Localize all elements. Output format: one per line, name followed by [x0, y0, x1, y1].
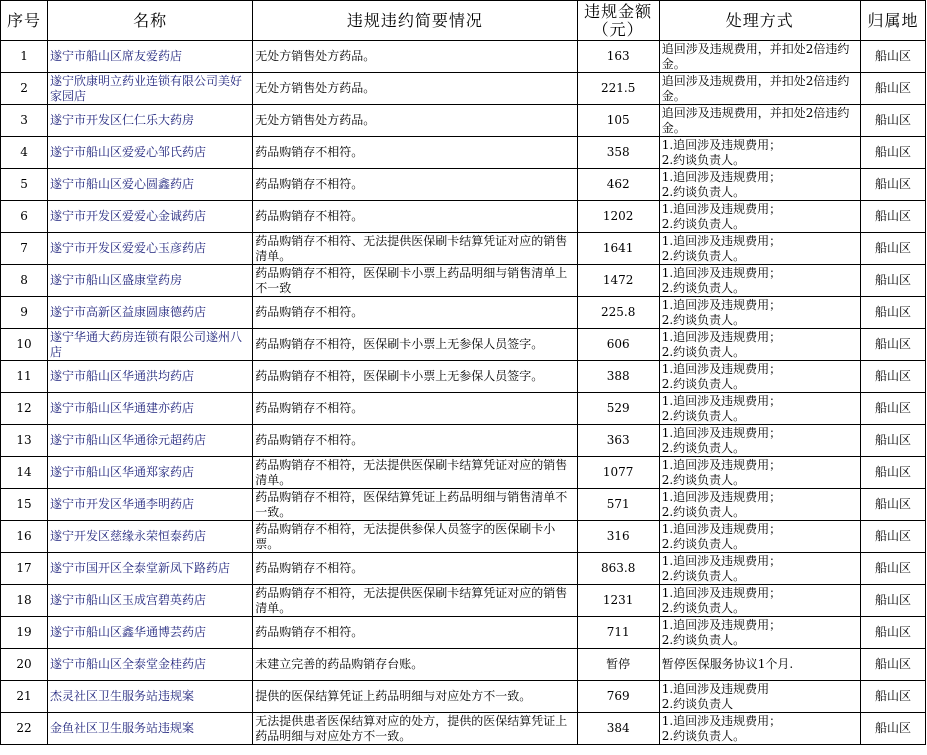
cell-name: 遂宁开发区慈缘永荣恒泰药店: [48, 521, 253, 553]
cell-seq: 3: [1, 105, 48, 137]
table-row: [1, 297, 926, 329]
cell-area: 船山区: [860, 681, 925, 713]
header-amount: 违规金额（元）: [577, 1, 659, 41]
cell-process: 1.追回涉及违规费用； 2.约谈负责人。: [659, 457, 860, 489]
cell-amount: 1202: [577, 201, 659, 233]
table-row: [1, 201, 926, 233]
cell-desc: 无处方销售处方药品。: [253, 41, 577, 73]
cell-process: 1.追回涉及违规费用； 2.约谈负责人。: [659, 297, 860, 329]
cell-process: 追回涉及违规费用，并扣处2倍违约金。: [659, 105, 860, 137]
cell-name: 遂宁市船山区华通徐元超药店: [48, 425, 253, 457]
cell-amount: 221.5: [577, 73, 659, 105]
cell-name: 遂宁市开发区仁仁乐大药房: [48, 105, 253, 137]
cell-name: 遂宁市船山区盛康堂药房: [48, 265, 253, 297]
cell-seq: 16: [1, 521, 48, 553]
cell-amount: 暂停: [577, 649, 659, 681]
cell-name: 遂宁市开发区爱爱心玉彦药店: [48, 233, 253, 265]
cell-seq: 7: [1, 233, 48, 265]
cell-name: 遂宁市开发区华通李明药店: [48, 489, 253, 521]
cell-amount: 225.8: [577, 297, 659, 329]
cell-process: 1.追回涉及违规费用； 2.约谈负责人。: [659, 489, 860, 521]
table-row: [1, 137, 926, 169]
cell-process: 追回涉及违规费用，并扣处2倍违约金。: [659, 73, 860, 105]
cell-area: 船山区: [860, 553, 925, 585]
cell-amount: 1472: [577, 265, 659, 297]
cell-seq: 4: [1, 137, 48, 169]
cell-amount: 711: [577, 617, 659, 649]
cell-amount: 1077: [577, 457, 659, 489]
cell-name: 遂宁市国开区全泰堂新凤下路药店: [48, 553, 253, 585]
cell-desc: 药品购销存不相符。: [253, 617, 577, 649]
cell-process: 1.追回涉及违规费用； 2.约谈负责人。: [659, 137, 860, 169]
cell-seq: 19: [1, 617, 48, 649]
cell-name: 遂宁市开发区爱爱心金诚药店: [48, 201, 253, 233]
cell-process: 1.追回涉及违规费用； 2.约谈负责人。: [659, 713, 860, 745]
table-row: [1, 265, 926, 297]
cell-seq: 11: [1, 361, 48, 393]
cell-amount: 606: [577, 329, 659, 361]
cell-amount: 1231: [577, 585, 659, 617]
table-row: [1, 553, 926, 585]
cell-name: 遂宁市船山区鑫华通博芸药店: [48, 617, 253, 649]
table-row: [1, 361, 926, 393]
cell-name: 遂宁市船山区爱心圆鑫药店: [48, 169, 253, 201]
cell-desc: 药品购销存不相符，医保刷卡小票上无参保人员签字。: [253, 361, 577, 393]
cell-area: 船山区: [860, 41, 925, 73]
cell-desc: 药品购销存不相符，医保刷卡小票上药品明细与销售清单上不一致: [253, 265, 577, 297]
cell-process: 1.追回涉及违规费用； 2.约谈负责人。: [659, 329, 860, 361]
cell-desc: 药品购销存不相符。: [253, 169, 577, 201]
cell-process: 1.追回涉及违规费用； 2.约谈负责人。: [659, 553, 860, 585]
cell-area: 船山区: [860, 137, 925, 169]
cell-seq: 15: [1, 489, 48, 521]
cell-name: 遂宁市船山区华通郑家药店: [48, 457, 253, 489]
cell-desc: 药品购销存不相符。: [253, 553, 577, 585]
table-row: [1, 489, 926, 521]
cell-amount: 863.8: [577, 553, 659, 585]
cell-seq: 6: [1, 201, 48, 233]
cell-desc: 药品购销存不相符。: [253, 297, 577, 329]
cell-area: 船山区: [860, 393, 925, 425]
cell-process: 1.追回涉及违规费用； 2.约谈负责人。: [659, 201, 860, 233]
header-area: 归属地: [860, 1, 925, 41]
cell-area: 船山区: [860, 265, 925, 297]
cell-desc: 提供的医保结算凭证上药品明细与对应处方不一致。: [253, 681, 577, 713]
cell-desc: 药品购销存不相符，无法提供参保人员签字的医保刷卡小票。: [253, 521, 577, 553]
cell-seq: 17: [1, 553, 48, 585]
cell-process: 暂停医保服务协议1个月.: [659, 649, 860, 681]
cell-name: 遂宁市船山区玉成宫碧英药店: [48, 585, 253, 617]
cell-name: 遂宁市船山区爱爱心邹氏药店: [48, 137, 253, 169]
cell-area: 船山区: [860, 105, 925, 137]
cell-area: 船山区: [860, 521, 925, 553]
table-row: [1, 585, 926, 617]
cell-amount: 316: [577, 521, 659, 553]
cell-amount: 388: [577, 361, 659, 393]
header-desc: 违规违约简要情况: [253, 1, 577, 41]
cell-process: 1.追回涉及违规费用； 2.约谈负责人。: [659, 521, 860, 553]
cell-name: 遂宁市船山区席友爱药店: [48, 41, 253, 73]
cell-name: 遂宁市船山区华通洪均药店: [48, 361, 253, 393]
cell-desc: 药品购销存不相符，医保结算凭证上药品明细与销售清单不一致。: [253, 489, 577, 521]
cell-desc: 无处方销售处方药品。: [253, 73, 577, 105]
table-row: [1, 521, 926, 553]
cell-name: 遂宁华通大药房连锁有限公司遂州八店: [48, 329, 253, 361]
cell-name: 金鱼社区卫生服务站违规案: [48, 713, 253, 745]
cell-seq: 9: [1, 297, 48, 329]
cell-area: 船山区: [860, 489, 925, 521]
cell-desc: 无处方销售处方药品。: [253, 105, 577, 137]
cell-process: 1.追回涉及违规费用； 2.约谈负责人。: [659, 265, 860, 297]
cell-process: 追回涉及违规费用，并扣处2倍违约金。: [659, 41, 860, 73]
cell-seq: 12: [1, 393, 48, 425]
cell-name: 遂宁市船山区华通建亦药店: [48, 393, 253, 425]
cell-seq: 8: [1, 265, 48, 297]
cell-amount: 363: [577, 425, 659, 457]
table-row: [1, 169, 926, 201]
cell-process: 1.追回涉及违规费用； 2.约谈负责人。: [659, 393, 860, 425]
cell-desc: 药品购销存不相符。: [253, 201, 577, 233]
table-row: [1, 425, 926, 457]
cell-area: 船山区: [860, 201, 925, 233]
header-process: 处理方式: [659, 1, 860, 41]
cell-process: 1.追回涉及违规费用； 2.约谈负责人。: [659, 361, 860, 393]
cell-desc: 药品购销存不相符。: [253, 393, 577, 425]
cell-amount: 1641: [577, 233, 659, 265]
cell-area: 船山区: [860, 361, 925, 393]
cell-area: 船山区: [860, 233, 925, 265]
cell-desc: 药品购销存不相符、无法提供医保刷卡结算凭证对应的销售清单。: [253, 233, 577, 265]
table-row: [1, 41, 926, 73]
table-row: [1, 649, 926, 681]
cell-desc: 药品购销存不相符，无法提供医保刷卡结算凭证对应的销售清单。: [253, 585, 577, 617]
cell-name: 杰灵社区卫生服务站违规案: [48, 681, 253, 713]
cell-seq: 18: [1, 585, 48, 617]
table-row: [1, 457, 926, 489]
cell-amount: 462: [577, 169, 659, 201]
cell-desc: 药品购销存不相符，无法提供医保刷卡结算凭证对应的销售清单。: [253, 457, 577, 489]
table-row: [1, 233, 926, 265]
cell-area: 船山区: [860, 73, 925, 105]
cell-amount: 384: [577, 713, 659, 745]
cell-process: 1.追回涉及违规费用； 2.约谈负责人。: [659, 233, 860, 265]
cell-area: 船山区: [860, 713, 925, 745]
cell-seq: 1: [1, 41, 48, 73]
cell-area: 船山区: [860, 457, 925, 489]
table-row: [1, 105, 926, 137]
cell-desc: 无法提供患者医保结算对应的处方，提供的医保结算凭证上药品明细与对应处方不一致。: [253, 713, 577, 745]
cell-process: 1.追回涉及违规费用； 2.约谈负责人。: [659, 585, 860, 617]
table-body: [1, 41, 926, 745]
table-row: [1, 393, 926, 425]
cell-desc: 药品购销存不相符。: [253, 425, 577, 457]
cell-seq: 14: [1, 457, 48, 489]
cell-amount: 529: [577, 393, 659, 425]
cell-amount: 571: [577, 489, 659, 521]
header-row: [1, 1, 926, 41]
header-name: 名称: [48, 1, 253, 41]
cell-area: 船山区: [860, 169, 925, 201]
table-row: [1, 681, 926, 713]
cell-amount: 358: [577, 137, 659, 169]
cell-area: 船山区: [860, 425, 925, 457]
header-seq: 序号: [1, 1, 48, 41]
cell-desc: 未建立完善的药品购销存台账。: [253, 649, 577, 681]
cell-process: 1.追回涉及违规费用 2.约谈负责人: [659, 681, 860, 713]
cell-process: 1.追回涉及违规费用； 2.约谈负责人。: [659, 169, 860, 201]
cell-seq: 2: [1, 73, 48, 105]
cell-area: 船山区: [860, 617, 925, 649]
table-row: [1, 73, 926, 105]
cell-seq: 20: [1, 649, 48, 681]
cell-desc: 药品购销存不相符，医保刷卡小票上无参保人员签字。: [253, 329, 577, 361]
cell-amount: 769: [577, 681, 659, 713]
cell-area: 船山区: [860, 329, 925, 361]
cell-name: 遂宁市高新区益康圆康德药店: [48, 297, 253, 329]
table-row: [1, 713, 926, 745]
cell-process: 1.追回涉及违规费用； 2.约谈负责人。: [659, 617, 860, 649]
cell-name: 遂宁欣康明立药业连锁有限公司美好家园店: [48, 73, 253, 105]
cell-process: 1.追回涉及违规费用； 2.约谈负责人。: [659, 425, 860, 457]
cell-amount: 105: [577, 105, 659, 137]
cell-seq: 10: [1, 329, 48, 361]
cell-name: 遂宁市船山区全泰堂金桂药店: [48, 649, 253, 681]
table-row: [1, 617, 926, 649]
cell-seq: 22: [1, 713, 48, 745]
cell-area: 船山区: [860, 585, 925, 617]
cell-area: 船山区: [860, 297, 925, 329]
cell-seq: 5: [1, 169, 48, 201]
cell-area: 船山区: [860, 649, 925, 681]
cell-amount: 163: [577, 41, 659, 73]
table-row: [1, 329, 926, 361]
cell-seq: 21: [1, 681, 48, 713]
cell-desc: 药品购销存不相符。: [253, 137, 577, 169]
cell-seq: 13: [1, 425, 48, 457]
